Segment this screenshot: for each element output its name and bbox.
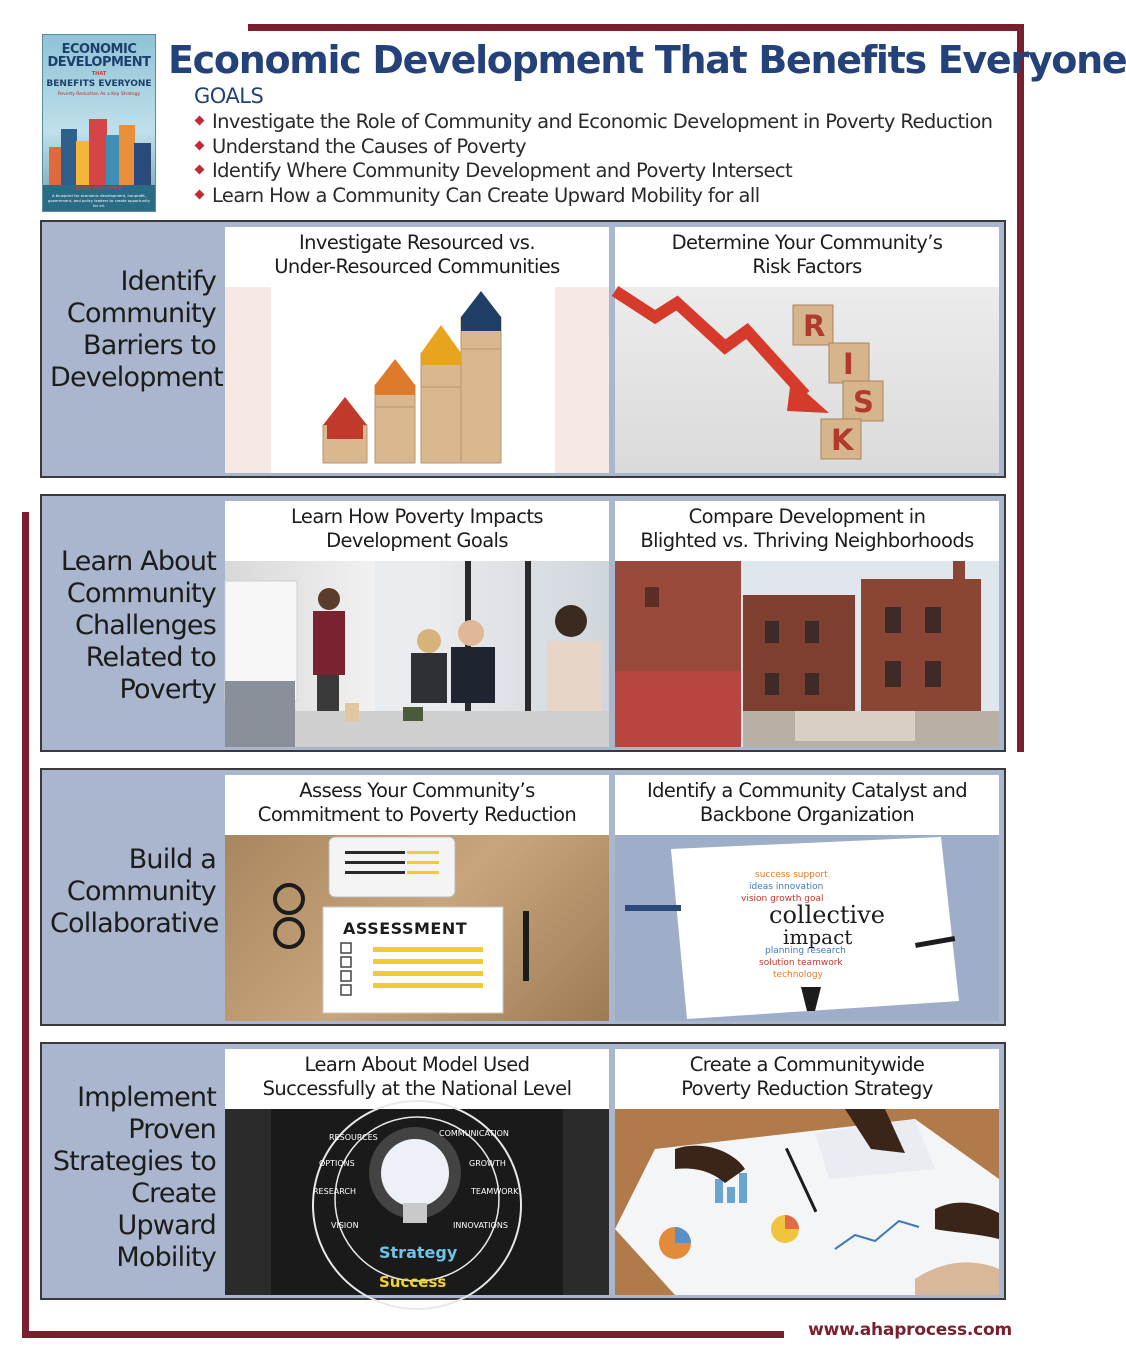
strategy-ring-label: COMMUNICATION bbox=[439, 1129, 509, 1138]
frame-bottom-line bbox=[22, 1331, 784, 1338]
meeting-illustration bbox=[225, 561, 609, 747]
strategy-lightbulb-image bbox=[225, 1109, 609, 1295]
panel-poverty-impacts bbox=[225, 501, 609, 747]
row-implement-strategies bbox=[40, 1042, 1006, 1300]
growth-blocks-image bbox=[225, 287, 609, 473]
buildings-illustration bbox=[615, 561, 999, 747]
book-title-line3: BENEFITS EVERYONE bbox=[46, 79, 152, 89]
row-identify-barriers bbox=[40, 220, 1006, 478]
brick-buildings-photo bbox=[615, 561, 999, 747]
risk-blocks-image bbox=[615, 287, 999, 473]
panel-risk-factors bbox=[615, 227, 999, 473]
panel-title: Investigate Resourced vs. Under-Resourced Communities bbox=[274, 231, 560, 278]
goal-item bbox=[196, 110, 992, 135]
panel-national-model bbox=[225, 1049, 609, 1295]
row-build-collaborative bbox=[40, 768, 1006, 1026]
goal-item bbox=[196, 159, 992, 184]
svg-text:technology: technology bbox=[773, 970, 823, 980]
goal-item bbox=[196, 184, 992, 209]
collective-impact-image bbox=[615, 835, 999, 1021]
book-title-line2: DEVELOPMENT bbox=[47, 55, 151, 70]
panel-title: Assess Your Community’s Commitment to Poverty Reduction bbox=[257, 779, 577, 826]
panel-title: Compare Development in Blighted vs. Thriving Neighborhoods bbox=[640, 505, 974, 552]
book-subtitle: Poverty Reduction As a Key Strategy bbox=[57, 92, 141, 97]
row-label: Implement Proven Strategies to Create Upward Mobility bbox=[52, 1082, 216, 1273]
strategy-ring-label: OPTIONS bbox=[319, 1159, 355, 1168]
panel-neighborhoods bbox=[615, 501, 999, 747]
strategy-word: Strategy bbox=[379, 1243, 458, 1262]
panel-resourced-communities bbox=[225, 227, 609, 473]
risk-letter: S bbox=[853, 385, 874, 419]
footer-url[interactable]: www.ahaprocess.com bbox=[808, 1320, 1012, 1340]
panel-title: Determine Your Community’s Risk Factors bbox=[671, 231, 943, 278]
impact-word: impact bbox=[783, 925, 853, 949]
collective-word: collective bbox=[769, 901, 885, 929]
strategy-ring-label: RESEARCH bbox=[313, 1187, 356, 1196]
panel-catalyst-backbone bbox=[615, 775, 999, 1021]
panel-title: Learn How Poverty Impacts Development Goals bbox=[291, 505, 543, 552]
charts-on-table-photo bbox=[615, 1109, 999, 1295]
bullet-diamond-icon bbox=[195, 165, 205, 175]
risk-letter: K bbox=[831, 423, 854, 457]
row-label: Learn About Community Challenges Related to Poverty bbox=[60, 546, 216, 705]
risk-letter: I bbox=[843, 347, 854, 381]
goal-item bbox=[196, 135, 992, 160]
panel-title: Identify a Community Catalyst and Backbone Organization bbox=[646, 779, 968, 826]
svg-text:success support: success support bbox=[755, 870, 828, 880]
row-label: Build a Community Collaborative bbox=[50, 844, 219, 939]
panel-reduction-strategy bbox=[615, 1049, 999, 1295]
row-label: Identify Community Barriers to Development bbox=[50, 266, 223, 393]
book-blurb: A blueprint for economic development, nonprofit, government, and policy leaders to create opportunity for all. bbox=[48, 193, 150, 208]
success-word: Success bbox=[379, 1273, 447, 1291]
meeting-photo bbox=[225, 561, 609, 747]
bullet-diamond-icon bbox=[195, 140, 205, 150]
bullet-diamond-icon bbox=[195, 189, 205, 199]
frame-top-line bbox=[248, 24, 1024, 31]
panel-title: Learn About Model Used Successfully at the National Level bbox=[262, 1053, 572, 1100]
panel-title: Create a Communitywide Poverty Reduction Strategy bbox=[681, 1053, 933, 1100]
goal-text: Identify Where Community Development and Poverty Intersect bbox=[212, 159, 793, 182]
book-title-small: THAT bbox=[91, 71, 107, 77]
goals-list bbox=[196, 110, 992, 208]
book-city-illustration bbox=[49, 115, 149, 185]
strategy-ring-label: GROWTH bbox=[469, 1159, 506, 1168]
lightbulb-illustration bbox=[225, 1109, 609, 1295]
svg-text:solution teamwork: solution teamwork bbox=[759, 958, 843, 968]
book-author: MARY CACIOPPO bbox=[75, 186, 123, 192]
page-title: Economic Development That Benefits Everyone bbox=[168, 38, 1126, 82]
book-cover-image bbox=[42, 34, 156, 212]
goals-heading: GOALS bbox=[194, 84, 264, 108]
goal-text: Investigate the Role of Community and Economic Development in Poverty Reduction bbox=[212, 110, 993, 133]
strategy-ring-label: RESOURCES bbox=[329, 1133, 378, 1142]
goal-text: Learn How a Community Can Create Upward Mobility for all bbox=[212, 183, 760, 207]
goal-text: Understand the Causes of Poverty bbox=[212, 134, 526, 158]
risk-letter: R bbox=[803, 309, 826, 343]
charts-table-illustration bbox=[615, 1109, 999, 1295]
bullet-diamond-icon bbox=[195, 116, 205, 126]
strategy-ring-label: TEAMWORK bbox=[471, 1187, 519, 1196]
svg-text:vision growth goal: vision growth goal bbox=[741, 894, 824, 904]
svg-text:ideas innovation: ideas innovation bbox=[749, 882, 824, 892]
assessment-photo bbox=[225, 835, 609, 1021]
frame-left-line bbox=[22, 512, 29, 1338]
frame-right-line bbox=[1017, 24, 1024, 752]
svg-text:planning research: planning research bbox=[765, 946, 846, 956]
assessment-label: ASSESSMENT bbox=[343, 919, 468, 938]
row-community-challenges bbox=[40, 494, 1006, 752]
book-title-line1: ECONOMIC bbox=[61, 42, 137, 57]
panel-assess-commitment bbox=[225, 775, 609, 1021]
house-blocks-illustration bbox=[225, 287, 609, 473]
strategy-ring-label: INNOVATIONS bbox=[453, 1221, 508, 1230]
strategy-ring-label: VISION bbox=[331, 1221, 359, 1230]
book-title bbox=[43, 43, 155, 69]
